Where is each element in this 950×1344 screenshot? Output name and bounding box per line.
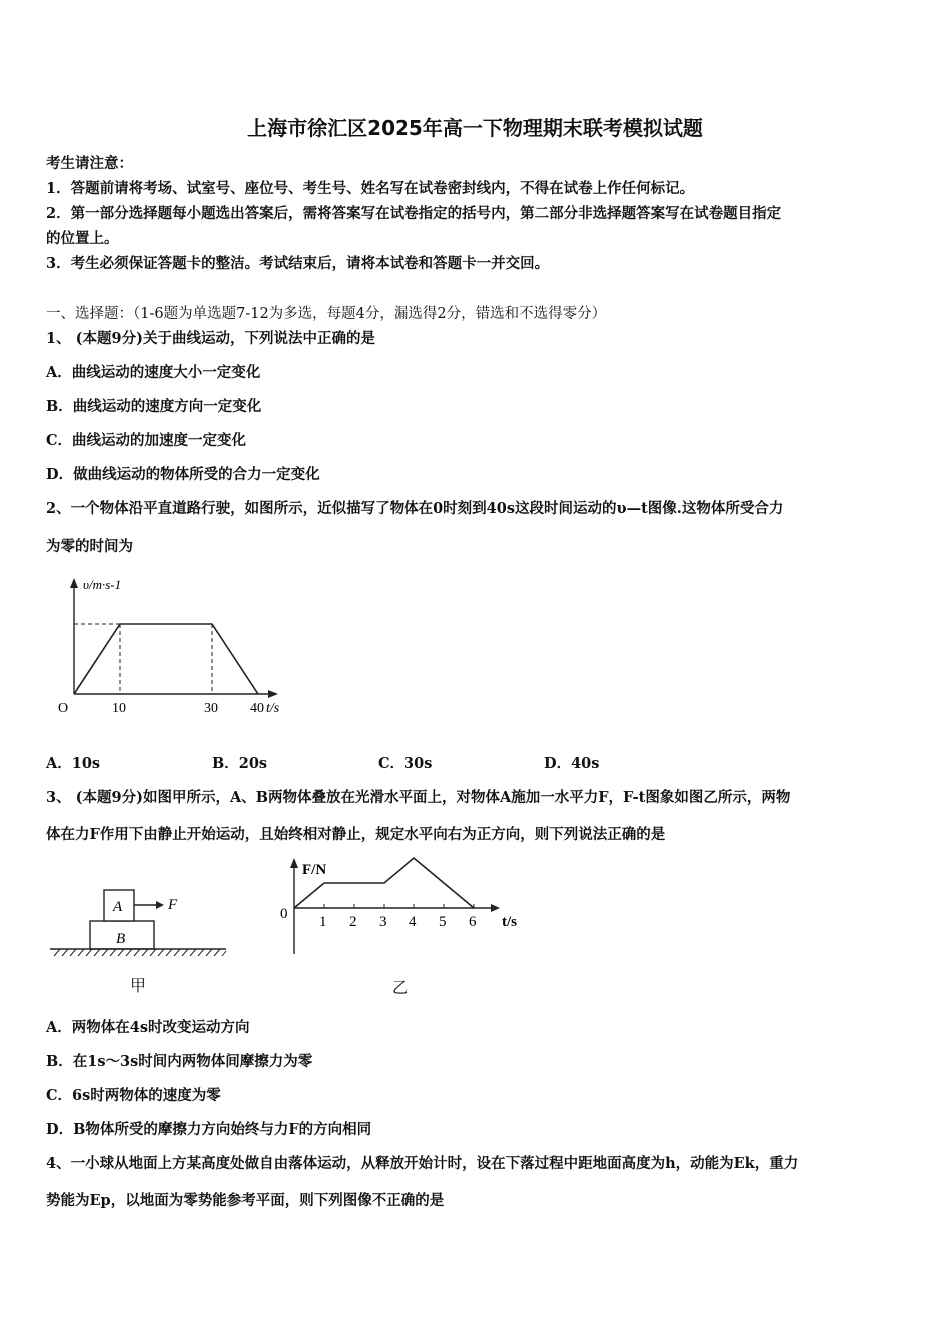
ft-chart [278, 852, 528, 960]
q2-stem-line2: 为零的时间为 [46, 538, 133, 555]
vt-y-arrow [70, 578, 78, 588]
q2-option-b: B．20s [212, 755, 268, 772]
q3-option-b: B．在1s～3s时间内两物体间摩擦力为零 [46, 1053, 313, 1070]
vt-x-arrow [268, 690, 278, 698]
ground-hatch [54, 949, 226, 956]
ft-y-arrow [290, 858, 298, 868]
q3-stem-line1: 3、 (本题9分)如图甲所示，A、B两物体叠放在光滑水平面上，对物体A施加一水平力F，F-t图象如图乙所示，两物 [46, 789, 791, 806]
vt-tick-label-30: 30 [204, 701, 218, 716]
q3-stem-line2: 体在力F作用下由静止开始运动，且始终相对静止，规定水平向右为正方向，则下列说法正确的是 [46, 826, 666, 843]
vt-chart [46, 570, 306, 720]
ft-tick-label-1: 1 [319, 914, 327, 930]
vt-line [74, 624, 258, 694]
q1-option-a: A．曲线运动的速度大小一定变化 [46, 364, 261, 381]
force-label: F [168, 897, 178, 913]
ft-tick-label-5: 5 [439, 914, 447, 930]
notice-item-3: 3．考生必须保证答题卡的整洁。考试结束后，请将本试卷和答题卡一并交回。 [46, 255, 550, 272]
ft-y-label: F/N [302, 862, 327, 878]
q2-stem-line1: 2、一个物体沿平直道路行驶，如图所示，近似描写了物体在0时刻到40s这段时间运动的υ—t图像.这物体所受合力 [46, 500, 784, 517]
q2-option-c: C．30s [378, 755, 433, 772]
block-a-label: A [113, 899, 123, 915]
q3-option-d: D．B物体所受的摩擦力方向始终与力F的方向相同 [46, 1121, 372, 1138]
ft-x-label: t/s [502, 914, 517, 930]
vt-origin-label: O [58, 701, 69, 716]
q4-stem-line1: 4、一小球从地面上方某高度处做自由落体运动，从释放开始计时，设在下落过程中距地面高度为h，动能为Ek，重力 [46, 1155, 799, 1172]
q2-options [46, 752, 599, 773]
fig-jia-caption: 甲 [130, 976, 147, 995]
notice-item-2: 2．第一部分选择题每小题选出答案后，需将答案写在试卷指定的括号内，第二部分非选择题答案写在试卷题目指定 [46, 205, 782, 222]
vt-tick-label-10: 10 [112, 701, 126, 716]
ft-x-arrow [491, 904, 500, 912]
q4-stem-line2: 势能为Ep，以地面为零势能参考平面，则下列图像不正确的是 [46, 1192, 445, 1209]
ft-tick-label-4: 4 [409, 914, 417, 930]
q3-option-a: A．两物体在4s时改变运动方向 [46, 1019, 250, 1036]
q2-option-a: A．10s [46, 755, 101, 772]
page-title: 上海市徐汇区2025年高一下物理期末联考模拟试题 [247, 116, 703, 140]
q3-option-c: C．6s时两物体的速度为零 [46, 1087, 221, 1104]
fig-jia [46, 878, 236, 963]
q2-option-d: D．40s [544, 755, 600, 772]
ft-tick-label-6: 6 [469, 914, 477, 930]
block-b-label: B [116, 931, 126, 947]
vt-tick-label-40: 40 [250, 701, 264, 716]
ft-origin-label: 0 [280, 906, 288, 922]
notice-heading: 考生请注意： [46, 155, 133, 172]
q1-option-b: B．曲线运动的速度方向一定变化 [46, 398, 262, 415]
q1-option-d: D．做曲线运动的物体所受的合力一定变化 [46, 466, 320, 483]
ft-tick-label-3: 3 [379, 914, 387, 930]
q1-stem: 1、 (本题9分)关于曲线运动，下列说法中正确的是 [46, 330, 375, 347]
q1-option-c: C．曲线运动的加速度一定变化 [46, 432, 247, 449]
vt-x-label: t/s [266, 701, 280, 716]
section-heading: 一、选择题：（1-6题为单选题7-12为多选，每题4分，漏选得2分，错选和不选得零分） [46, 306, 607, 322]
notice-item-1: 1．答题前请将考场、试室号、座位号、考生号、姓名写在试卷密封线内，不得在试卷上作任何标记。 [46, 180, 695, 197]
notice-item-2-cont: 的位置上。 [46, 230, 119, 247]
ft-tick-label-2: 2 [349, 914, 357, 930]
force-arrow-head [156, 901, 164, 909]
vt-y-label: υ/m·s-1 [83, 577, 122, 592]
fig-yi-caption: 乙 [392, 978, 409, 997]
